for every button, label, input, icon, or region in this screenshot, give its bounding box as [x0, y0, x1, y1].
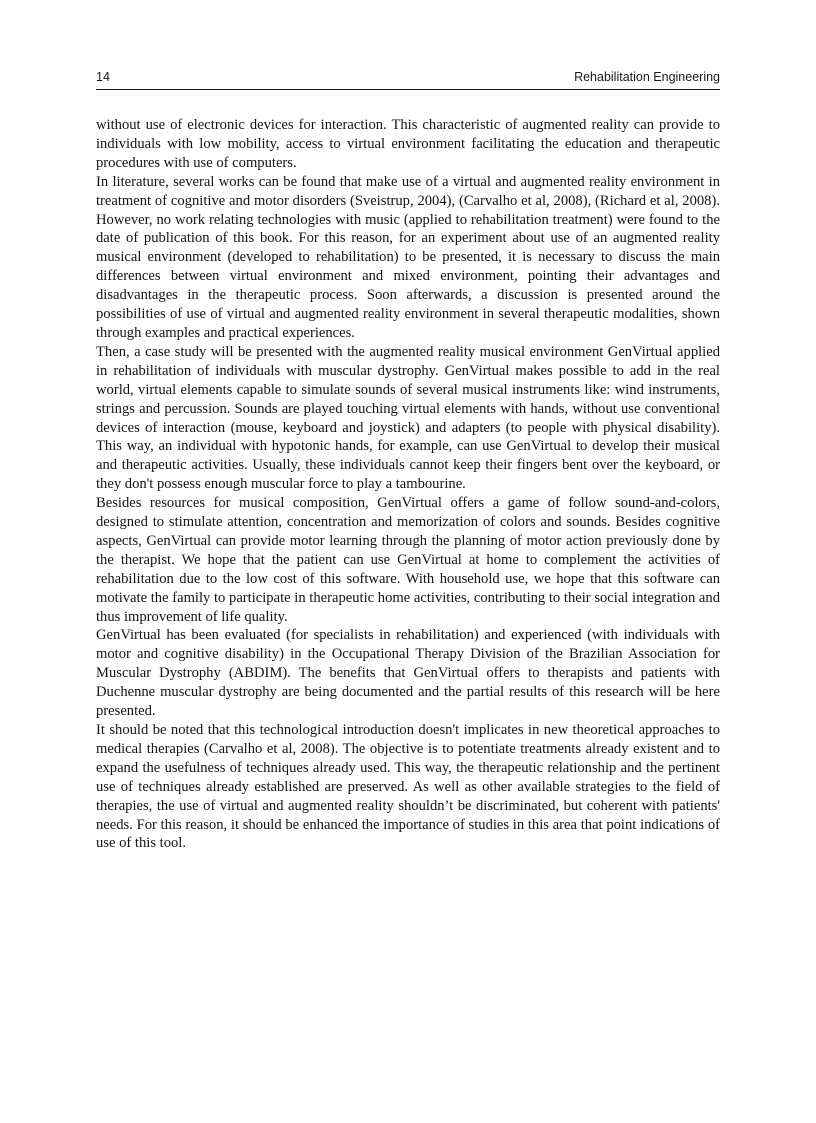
paragraph: without use of electronic devices for interaction. This characteristic of augmented reality can provide to individuals with low mobility, access to virtual environment facilitating the education and therapeutic procedures with use of computers.	[96, 117, 720, 171]
header-rule	[96, 89, 720, 90]
paragraph: Besides resources for musical composition, GenVirtual offers a game of follow sound-and-colors, designed to stimulate attention, concentration and memorization of colors and sounds. Besides cognitive aspects, GenVirtual can provide motor learning through the planning of motor action previously done by the therapist. We hope that the patient can use GenVirtual at home to complement the activities of rehabilitation due to the low cost of this software. With household use, we hope that this software can motivate the family to participate in therapeutic home activities, contributing to their social integration and thus improvement of life quality.	[96, 495, 720, 625]
paragraph: It should be noted that this technological introduction doesn't implicates in new theoretical approaches to medical therapies (Carvalho et al, 2008). The objective is to potentiate treatments already existent and to expand the usefulness of techniques already used. This way, the therapeutic relationship and the pertinent use of techniques already established are preserved. As well as other available strategies to the field of therapies, the use of virtual and augmented reality shouldn’t be discriminated, but coherent with patients' needs. For this reason, it should be enhanced the importance of studies in this area that point indications of use of this tool.	[96, 722, 720, 852]
page-number: 14	[96, 70, 110, 84]
paragraph: Then, a case study will be presented with the augmented reality musical environment GenVirtual applied in rehabilitation of individuals with muscular dystrophy. GenVirtual makes possible to add in the real world, virtual elements capable to simulate sounds of several musical instruments like: wind instruments, strings and percussion. Sounds are played touching virtual elements with hands, without use conventional devices of interaction (mouse, keyboard and joystick) and adapters (to people with physical disability). This way, an individual with hypotonic hands, for example, can use GenVirtual to develop their musical and therapeutic activities. Usually, these individuals cannot keep their fingers bent over the keyboard, or they don't possess enough muscular force to play a tambourine.	[96, 343, 720, 493]
body-text	[96, 116, 720, 853]
running-head	[96, 70, 720, 88]
running-title: Rehabilitation Engineering	[574, 70, 720, 84]
paragraph: GenVirtual has been evaluated (for specialists in rehabilitation) and experienced (with individuals with motor and cognitive disability) in the Occupational Therapy Division of the Brazilian Association for Muscular Dystrophy (ABDIM). The benefits that GenVirtual offers to therapists and patients with Duchenne muscular dystrophy are being documented and the partial results of this research will be here presented.	[96, 627, 720, 720]
paragraph: In literature, several works can be found that make use of a virtual and augmented reality environment in treatment of cognitive and motor disorders (Sveistrup, 2004), (Carvalho et al, 2008), (Richard et al, 2008). However, no work relating technologies with music (applied to rehabilitation treatment) were found to the date of publication of this book. For this reason, for an experiment about use of an augmented reality musical environment (developed to rehabilitation) to be presented, it is necessary to discuss the main differences between virtual environment and mixed environment, pointing their advantages and disadvantages in the therapeutic process. Soon afterwards, a discussion is presented around the possibilities of use of virtual and augmented reality environment in several therapeutic modalities, shown through examples and practical experiences.	[96, 173, 720, 341]
